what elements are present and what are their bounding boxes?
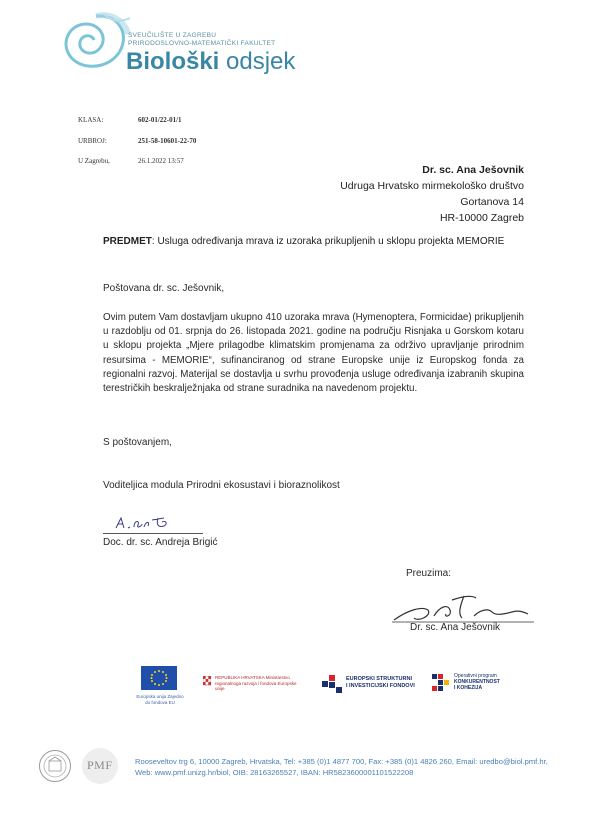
opk-logo-icon — [430, 672, 452, 696]
signer-role: Voditeljica modula Prirodni ekosustavi i bioraznolikost — [103, 480, 340, 491]
klasa-value: 602-01/22-01/1 — [138, 116, 182, 124]
body-paragraph: Ovim putem Vam dostavljam ukupno 410 uzoraka mrava (Hymenoptera, Formicidae) prikupljenih u razdoblju od 01. srpnja do 26. listopada 2021. godine na području Risnjaka u Gorskom kotaru u sklopu projekta „Mjere prilagodbe klimatskim promjenama za održivo upravljanje prirodnim resursima - MEMORIE“, sufinanciranog od strane Europske unije iz Europskog fonda za regionalni razvoj. Materijal se dostavlja u svrhu provođenja usluge određivanja izabranih skupina terestričkih beskralježnjaka od strane suradnika na navedenom projektu. — [103, 312, 524, 395]
nautilus-shell-logo-icon — [52, 10, 132, 78]
croatian-coat-of-arms-icon — [203, 676, 211, 686]
eu-caption: Europska unija Zajedno do fondova EU — [136, 694, 184, 705]
department-title: Biološki odsjek — [126, 48, 296, 75]
university-seal-icon — [38, 749, 72, 783]
recipient-city: HR-10000 Zagreb — [439, 212, 524, 224]
signer-1-name: Doc. dr. sc. Andreja Brigić — [103, 537, 218, 548]
ministry-text: REPUBLIKA HRVATSKA Ministarstvo regionalnoga razvoja i fondova Europske unije — [215, 675, 297, 691]
footer-address: Rooseveltov trg 6, 10000 Zagreb, Hrvatska, Tel: +385 (0)1 4877 700, Fax: +385 (0)1 4826 260, Email: uredbo@biol.pmf.hr, — [135, 757, 548, 766]
place-label: U Zagrebu, — [78, 157, 110, 165]
urbroj-label: URBROJ: — [78, 137, 107, 145]
university-name: SVEUČILIŠTE U ZAGREBU PRIRODOSLOVNO-MATEMATIČKI FAKULTET — [128, 32, 276, 47]
signature-line — [103, 533, 203, 534]
pmf-text: PMF — [87, 758, 113, 772]
recipient-street: Gortanova 14 — [460, 196, 524, 208]
recipient-name: Dr. sc. Ana Ješovnik — [422, 164, 524, 176]
esif-text: EUROPSKI STRUKTURNI I INVESTICIJSKI FONDOVI — [346, 676, 415, 689]
signer-2-name: Dr. sc. Ana Ješovnik — [410, 622, 501, 633]
date-value: 26.1.2022 13:57 — [138, 157, 184, 165]
eu-flag-icon — [141, 666, 177, 690]
urbroj-value: 251-58-10601-22-70 — [138, 137, 197, 145]
esif-logo-icon — [320, 673, 344, 695]
footer-web: Web: www.pmf.unizg.hr/biol, OIB: 28163265527, IBAN: HR5823600001101522208 — [135, 768, 414, 777]
recipient-org: Udruga Hrvatsko mirmekološko društvo — [340, 180, 524, 192]
receiver-label: Preuzima: — [406, 568, 452, 579]
signature-1-icon — [112, 512, 174, 534]
opk-text: Operativni program KONKURENTNOST I KOHEZIJA — [454, 673, 500, 691]
salutation: Poštovana dr. sc. Ješovnik, — [103, 283, 225, 294]
subject-line: PREDMET: Usluga određivanja mrava iz uzoraka prikupljenih u sklopu projekta MEMORIE — [103, 236, 505, 247]
klasa-label: KLASA: — [78, 116, 104, 124]
closing: S poštovanjem, — [103, 437, 172, 448]
